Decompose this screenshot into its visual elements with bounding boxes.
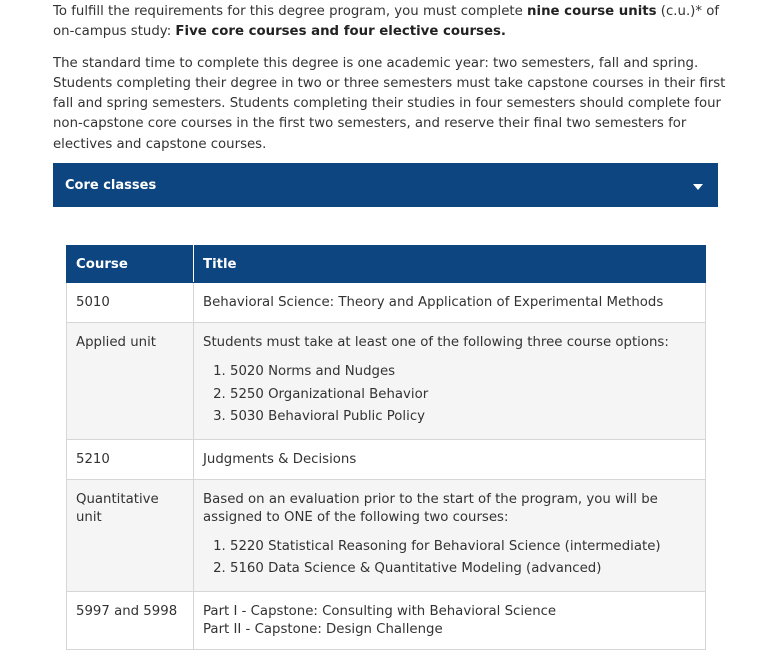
course-cell: Applied unit [67, 323, 194, 440]
header-course: Course [67, 246, 194, 283]
list-item: 2. 5160 Data Science & Quantitative Modeling (advanced) [230, 558, 696, 581]
title-cell: Behavioral Science: Theory and Application of Experimental Methods [194, 283, 706, 323]
intro-p1-text-b: (c.u.)* of on-campus study: [53, 4, 720, 40]
core-classes-accordion[interactable] [53, 163, 718, 207]
title-cell [194, 479, 706, 591]
table-row [67, 479, 706, 591]
list-item: 2. 5250 Organizational Behavior [230, 384, 696, 407]
intro-p1-bold-units: nine course units [527, 4, 657, 19]
title-cell: Judgments & Decisions [194, 439, 706, 479]
course-options-list [203, 361, 696, 429]
core-courses-table [66, 245, 706, 650]
list-item: 1. 5220 Statistical Reasoning for Behavioral Science (intermediate) [230, 536, 696, 559]
list-item: 3. 5030 Behavioral Public Policy [230, 406, 696, 429]
table-header-row [67, 246, 706, 283]
course-cell: 5210 [67, 439, 194, 479]
header-title: Title [194, 246, 706, 283]
list-item: 1. 5020 Norms and Nudges [230, 361, 696, 384]
table-row [67, 591, 706, 649]
course-options-list [203, 536, 696, 581]
intro-text [53, 2, 743, 155]
course-cell: 5997 and 5998 [67, 591, 194, 649]
intro-p1-text-a: To fulfill the requirements for this degree program, you must complete [53, 4, 528, 19]
caret-down-icon[interactable] [693, 184, 703, 190]
title-line-2: Part II - Capstone: Design Challenge [203, 621, 443, 637]
accordion-title: Core classes [65, 177, 157, 193]
title-text: Students must take at least one of the following three course options: [203, 335, 669, 350]
title-cell [194, 323, 706, 440]
table-row [67, 323, 706, 440]
intro-paragraph-1 [53, 2, 743, 43]
title-cell [194, 591, 706, 649]
intro-paragraph-2: The standard time to complete this degree is one academic year: two semesters, fall and spring. Students completing their degree in two or three semesters must take capstone courses in their first fall and spring semesters. Students completing their studies in four semesters should complete four non-capstone core courses in the first two semesters, and reserve their final two semesters for electives and capstone courses. [53, 55, 726, 152]
course-cell: 5010 [67, 283, 194, 323]
title-line-1: Part I - Capstone: Consulting with Behavioral Science [203, 603, 557, 619]
title-text: Based on an evaluation prior to the start of the program, you will be assigned to ONE of the following two courses: [203, 491, 658, 525]
intro-p1-bold-courses: Five core courses and four elective courses. [175, 24, 506, 40]
table-row [67, 283, 706, 323]
course-cell: Quantitative unit [67, 479, 194, 591]
table-row [67, 439, 706, 479]
